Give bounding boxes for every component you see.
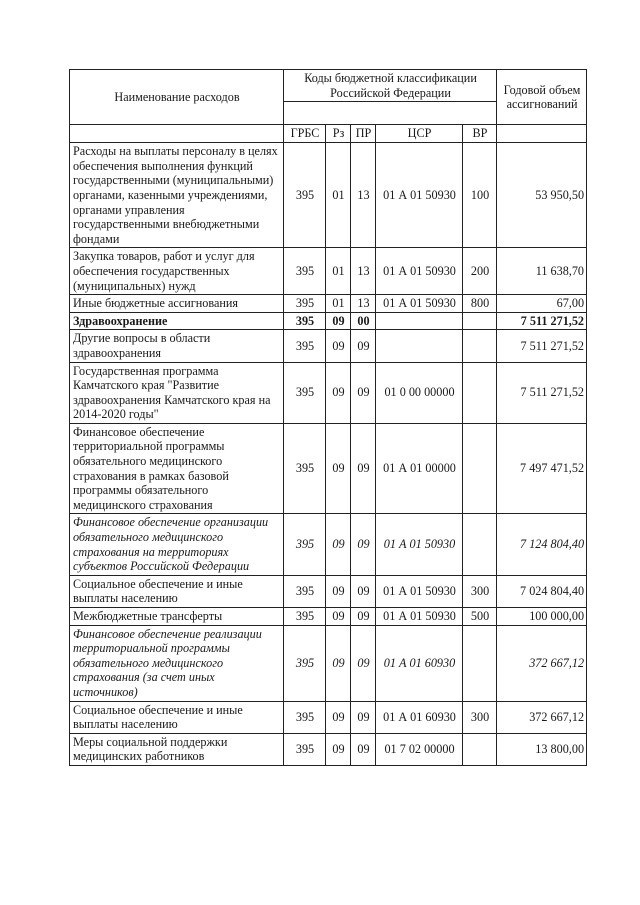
row-pr: 09 [351,514,376,575]
table-row [70,701,587,733]
row-amount: 11 638,70 [497,248,587,295]
row-csr: 01 А 01 60930 [376,701,463,733]
row-rz: 09 [326,330,351,362]
row-amount: 7 511 271,52 [497,362,587,423]
row-csr: 01 А 01 50930 [376,248,463,295]
table-row [70,608,587,626]
row-rz: 09 [326,423,351,514]
row-pr: 09 [351,608,376,626]
table-row [70,295,587,313]
row-amount: 7 497 471,52 [497,423,587,514]
row-name: Социальное обеспечение и иные выплаты населению [70,701,284,733]
table-row [70,733,587,765]
code-header-row [70,125,587,143]
row-csr: 01 А 01 50930 [376,514,463,575]
table-row [70,248,587,295]
table-row [70,514,587,575]
row-grbs: 395 [284,362,326,423]
row-amount: 67,00 [497,295,587,313]
code-header-empty [70,125,284,143]
row-pr: 13 [351,295,376,313]
row-amount: 372 667,12 [497,625,587,701]
row-pr: 09 [351,330,376,362]
row-vr: 300 [463,575,497,607]
row-amount: 7 024 804,40 [497,575,587,607]
row-name: Другие вопросы в области здравоохранения [70,330,284,362]
row-rz: 09 [326,608,351,626]
row-grbs: 395 [284,295,326,313]
row-csr: 01 А 01 50930 [376,295,463,313]
row-vr: 100 [463,143,497,248]
row-rz: 09 [326,514,351,575]
row-pr: 13 [351,143,376,248]
row-rz: 01 [326,248,351,295]
header-spacer [284,102,497,125]
row-rz: 09 [326,625,351,701]
table-row [70,575,587,607]
row-pr: 09 [351,575,376,607]
row-vr [463,330,497,362]
row-vr: 500 [463,608,497,626]
row-csr [376,312,463,330]
row-csr [376,330,463,362]
table-row [70,330,587,362]
row-name: Социальное обеспечение и иные выплаты населению [70,575,284,607]
row-name: Государственная программа Камчатского края "Развитие здравоохранения Камчатского края на 2014-2020 годы" [70,362,284,423]
row-name: Расходы на выплаты персоналу в целях обеспечения выполнения функций государственными (муниципальными) органами, казенными учреждениями, органами управления государственными внебюджетными фондами [70,143,284,248]
row-pr: 09 [351,733,376,765]
row-csr: 01 А 01 50930 [376,575,463,607]
row-pr: 13 [351,248,376,295]
row-grbs: 395 [284,575,326,607]
row-vr: 200 [463,248,497,295]
budget-table [69,69,587,766]
row-vr [463,625,497,701]
code-header-grbs: ГРБС [284,125,326,143]
table-row [70,362,587,423]
row-grbs: 395 [284,330,326,362]
row-amount: 7 124 804,40 [497,514,587,575]
code-header-amount-empty [497,125,587,143]
row-name: Иные бюджетные ассигнования [70,295,284,313]
row-rz: 09 [326,575,351,607]
row-amount: 7 511 271,52 [497,330,587,362]
row-name: Финансовое обеспечение организации обязательного медицинского страхования на территориях субъектов Российской Федерации [70,514,284,575]
row-csr: 01 А 01 50930 [376,608,463,626]
row-name: Финансовое обеспечение реализации территориальной программы обязательного медицинского страхования (за счет иных источников) [70,625,284,701]
row-csr: 01 А 01 60930 [376,625,463,701]
row-amount: 100 000,00 [497,608,587,626]
row-rz: 01 [326,295,351,313]
code-header-csr: ЦСР [376,125,463,143]
row-vr [463,514,497,575]
header-name: Наименование расходов [70,70,284,125]
table-row [70,625,587,701]
row-grbs: 395 [284,423,326,514]
row-amount: 372 667,12 [497,701,587,733]
row-pr: 09 [351,701,376,733]
table-row [70,423,587,514]
row-csr: 01 А 01 00000 [376,423,463,514]
row-amount: 7 511 271,52 [497,312,587,330]
row-grbs: 395 [284,608,326,626]
row-rz: 01 [326,143,351,248]
row-csr: 01 0 00 00000 [376,362,463,423]
row-vr: 300 [463,701,497,733]
row-pr: 00 [351,312,376,330]
row-name: Закупка товаров, работ и услуг для обеспечения государственных (муниципальных) нужд [70,248,284,295]
code-header-pr: ПР [351,125,376,143]
row-pr: 09 [351,362,376,423]
row-vr: 800 [463,295,497,313]
row-grbs: 395 [284,248,326,295]
row-vr [463,312,497,330]
header-amount: Годовой объем ассигнований [497,70,587,125]
row-amount: 13 800,00 [497,733,587,765]
row-csr: 01 А 01 50930 [376,143,463,248]
row-vr [463,362,497,423]
header-codes: Коды бюджетной классификации Российской Федерации [284,70,497,102]
row-csr: 01 7 02 00000 [376,733,463,765]
row-name: Меры социальной поддержки медицинских работников [70,733,284,765]
row-pr: 09 [351,423,376,514]
row-grbs: 395 [284,733,326,765]
code-header-vr: ВР [463,125,497,143]
row-name: Финансовое обеспечение территориальной программы обязательного медицинского страхования в рамках базовой программы обязательного медицинского страхования [70,423,284,514]
row-name: Межбюджетные трансферты [70,608,284,626]
row-grbs: 395 [284,143,326,248]
table-row [70,312,587,330]
row-grbs: 395 [284,625,326,701]
row-grbs: 395 [284,514,326,575]
row-grbs: 395 [284,701,326,733]
row-grbs: 395 [284,312,326,330]
row-vr [463,733,497,765]
code-header-rz: Рз [326,125,351,143]
row-rz: 09 [326,701,351,733]
row-name: Здравоохранение [70,312,284,330]
header-row [70,70,587,102]
row-pr: 09 [351,625,376,701]
row-vr [463,423,497,514]
row-rz: 09 [326,362,351,423]
table-row [70,143,587,248]
row-rz: 09 [326,312,351,330]
row-amount: 53 950,50 [497,143,587,248]
row-rz: 09 [326,733,351,765]
